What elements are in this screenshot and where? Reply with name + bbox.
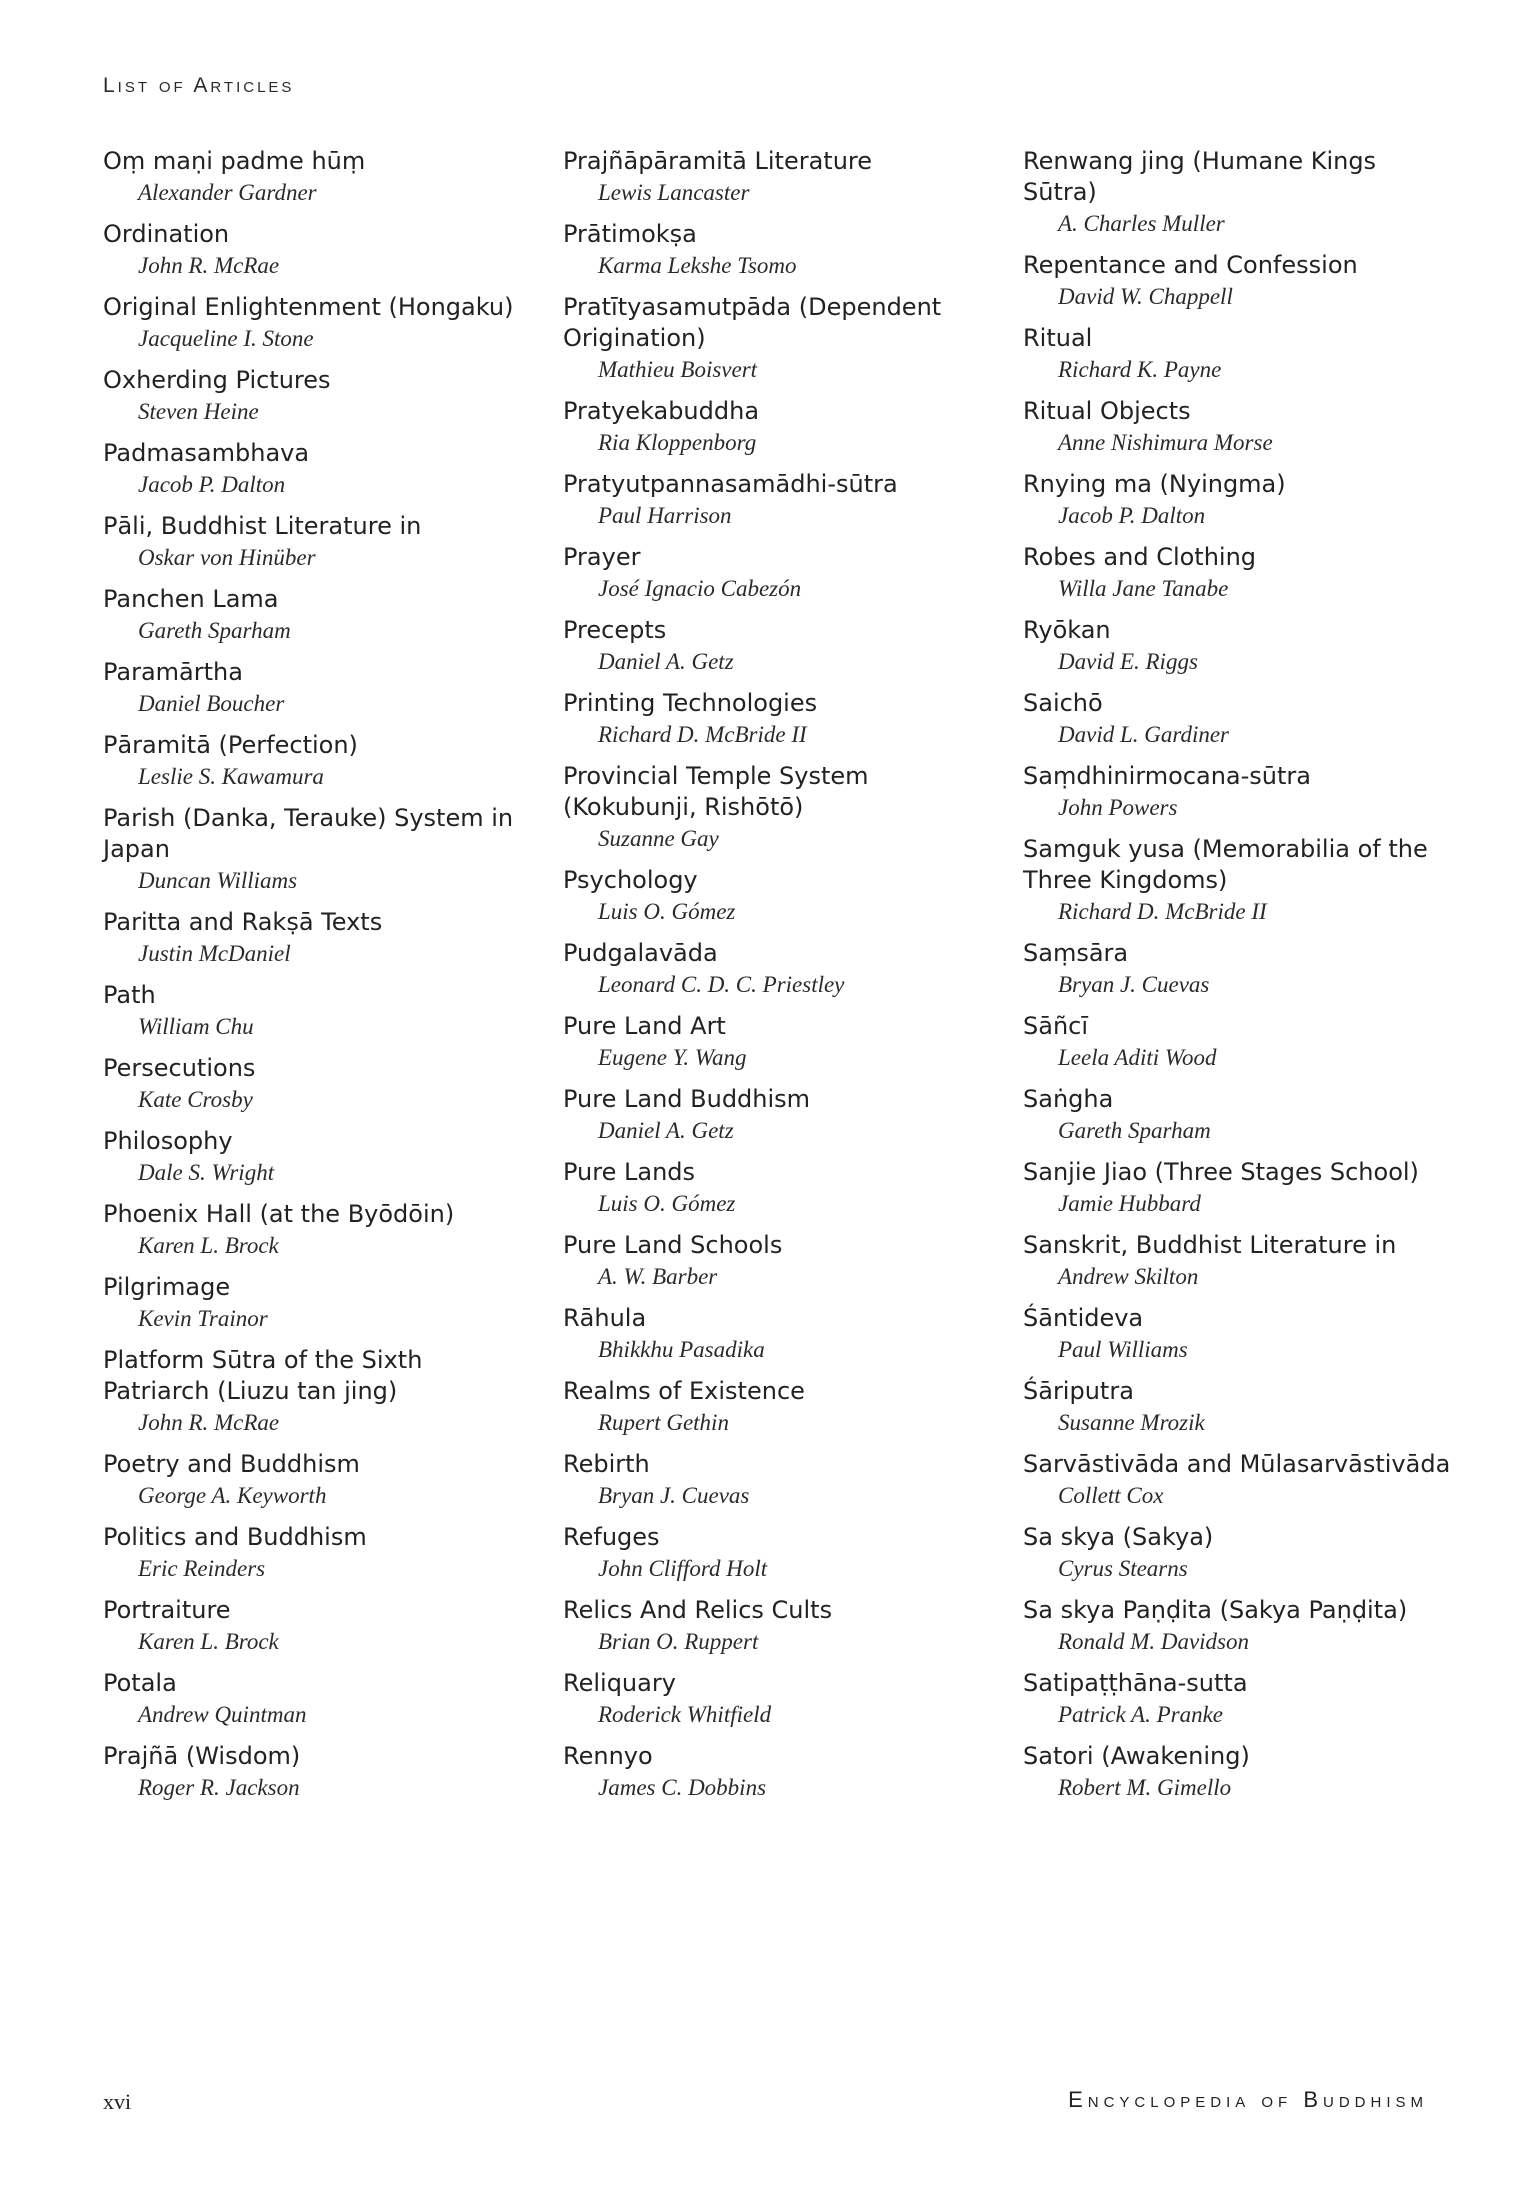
article-entry: [1023, 1522, 1453, 1585]
article-author: Gareth Sparham: [138, 618, 291, 643]
article-entry: [563, 865, 983, 928]
article-title: Robes and Clothing: [1023, 543, 1257, 571]
article-author: David E. Riggs: [1058, 649, 1198, 674]
article-author: Andrew Skilton: [1058, 1264, 1199, 1289]
article-author: Luis O. Gómez: [598, 899, 736, 924]
article-entry: [1023, 1449, 1453, 1512]
article-title: Saṃsāra: [1023, 939, 1129, 967]
article-entry: [563, 292, 983, 386]
article-entry: [563, 1668, 983, 1731]
article-title: Sāñcī: [1023, 1012, 1089, 1040]
article-entry: [103, 1199, 523, 1262]
article-title: Oxherding Pictures: [103, 366, 331, 394]
article-author: Paul Harrison: [598, 503, 732, 528]
article-title: Politics and Buddhism: [103, 1523, 367, 1551]
article-title: Pure Land Schools: [563, 1231, 783, 1259]
article-title: Persecutions: [103, 1054, 256, 1082]
article-title: Ordination: [103, 220, 230, 248]
article-author: Robert M. Gimello: [1058, 1775, 1232, 1800]
article-entry: [1023, 1011, 1453, 1074]
article-author: William Chu: [138, 1014, 254, 1039]
article-entry: [103, 730, 523, 793]
article-author: Alexander Gardner: [138, 180, 317, 205]
article-author: David L. Gardiner: [1058, 722, 1230, 747]
article-title: Sarvāstivāda and Mūlasarvāstivāda: [1023, 1450, 1451, 1478]
article-entry: [563, 396, 983, 459]
article-entry: [1023, 834, 1453, 928]
book-title: Encyclopedia of Buddhism: [1068, 2087, 1428, 2112]
article-entry: [563, 761, 983, 855]
article-author: Jacob P. Dalton: [138, 472, 286, 497]
article-author: Daniel A. Getz: [598, 649, 734, 674]
article-title: Renwang jing (Humane Kings Sūtra): [1023, 147, 1377, 206]
article-author: Ronald M. Davidson: [1058, 1629, 1250, 1654]
article-author: Collett Cox: [1058, 1483, 1164, 1508]
article-title: Paritta and Rakṣā Texts: [103, 908, 383, 936]
article-title: Padmasambhava: [103, 439, 310, 467]
article-author: Oskar von Hinüber: [138, 545, 316, 570]
article-entry: [1023, 1084, 1453, 1147]
article-entry: [1023, 938, 1453, 1001]
article-title: Rennyo: [563, 1742, 653, 1770]
article-author: Bryan J. Cuevas: [1058, 972, 1210, 997]
article-author: Andrew Quintman: [138, 1702, 307, 1727]
article-title: Sa skya (Sakya): [1023, 1523, 1214, 1551]
article-author: Bryan J. Cuevas: [598, 1483, 750, 1508]
article-title: Pāli, Buddhist Literature in: [103, 512, 422, 540]
article-author: Richard D. McBride II: [598, 722, 807, 747]
article-entry: [103, 1053, 523, 1116]
column-1: [103, 146, 523, 1814]
article-author: Karma Lekshe Tsomo: [598, 253, 797, 278]
article-title: Satori (Awakening): [1023, 1742, 1250, 1770]
article-entry: [1023, 396, 1453, 459]
article-author: Leonard C. D. C. Priestley: [598, 972, 845, 997]
article-author: Daniel Boucher: [138, 691, 285, 716]
article-entry: [563, 1376, 983, 1439]
article-title: Poetry and Buddhism: [103, 1450, 360, 1478]
article-entry: [103, 1126, 523, 1189]
article-author: Rupert Gethin: [598, 1410, 729, 1435]
article-entry: [563, 1449, 983, 1512]
article-title: Panchen Lama: [103, 585, 279, 613]
article-author: John R. McRae: [138, 253, 280, 278]
article-author: Jamie Hubbard: [1058, 1191, 1201, 1216]
article-author: Ria Kloppenborg: [598, 430, 757, 455]
article-author: Cyrus Stearns: [1058, 1556, 1188, 1581]
article-title: Paramārtha: [103, 658, 243, 686]
article-title: Potala: [103, 1669, 177, 1697]
article-title: Phoenix Hall (at the Byōdōin): [103, 1200, 455, 1228]
article-entry: [1023, 1668, 1453, 1731]
article-title: Relics And Relics Cults: [563, 1596, 833, 1624]
article-title: Śāriputra: [1023, 1377, 1134, 1405]
article-title: Parish (Danka, Terauke) System in Japan: [103, 804, 514, 863]
article-entry: [103, 292, 523, 355]
column-2: [563, 146, 983, 1814]
article-entry: [1023, 250, 1453, 313]
article-author: Kevin Trainor: [138, 1306, 268, 1331]
page-number: xvi: [103, 2089, 132, 2114]
article-entry: [103, 584, 523, 647]
article-title: Pāramitā (Perfection): [103, 731, 358, 759]
article-entry: [103, 1595, 523, 1658]
article-entry: [1023, 615, 1453, 678]
article-author: John Powers: [1058, 795, 1178, 820]
article-entry: [1023, 323, 1453, 386]
article-entry: [103, 980, 523, 1043]
article-author: Dale S. Wright: [138, 1160, 275, 1185]
article-title: Path: [103, 981, 156, 1009]
article-entry: [1023, 469, 1453, 532]
article-author: Bhikkhu Pasadika: [598, 1337, 765, 1362]
article-entry: [563, 1303, 983, 1366]
article-entry: [103, 1741, 523, 1804]
article-entry: [103, 1449, 523, 1512]
article-author: A. Charles Muller: [1058, 211, 1225, 236]
article-author: Roderick Whitfield: [598, 1702, 772, 1727]
article-title: Śāntideva: [1023, 1304, 1144, 1332]
article-entry: [103, 1272, 523, 1335]
article-author: Justin McDaniel: [138, 941, 291, 966]
article-author: John R. McRae: [138, 1410, 280, 1435]
article-entry: [563, 1595, 983, 1658]
article-title: Pure Land Art: [563, 1012, 726, 1040]
article-author: Suzanne Gay: [598, 826, 719, 851]
article-author: David W. Chappell: [1058, 284, 1233, 309]
article-title: Satipaṭṭhāna-sutta: [1023, 1669, 1248, 1697]
article-title: Repentance and Confession: [1023, 251, 1358, 279]
article-entry: [1023, 761, 1453, 824]
article-title: Pratyekabuddha: [563, 397, 760, 425]
article-title: Realms of Existence: [563, 1377, 805, 1405]
article-title: Sanskrit, Buddhist Literature in: [1023, 1231, 1397, 1259]
article-author: Mathieu Boisvert: [598, 357, 758, 382]
article-title: Rebirth: [563, 1450, 650, 1478]
article-entry: [563, 938, 983, 1001]
article-author: James C. Dobbins: [598, 1775, 767, 1800]
article-title: Oṃ maṇi padme hūṃ: [103, 147, 366, 175]
article-entry: [103, 219, 523, 282]
article-entry: [1023, 542, 1453, 605]
article-author: Leslie S. Kawamura: [138, 764, 324, 789]
article-author: Eugene Y. Wang: [598, 1045, 747, 1070]
article-author: Leela Aditi Wood: [1058, 1045, 1217, 1070]
article-title: Platform Sūtra of the Sixth Patriarch (Liuzu tan jing): [103, 1346, 423, 1405]
article-entry: [563, 219, 983, 282]
article-entry: [563, 469, 983, 532]
article-author: Karen L. Brock: [138, 1629, 279, 1654]
article-entry: [1023, 1230, 1453, 1293]
article-entry: [103, 1522, 523, 1585]
article-entry: [1023, 1741, 1453, 1804]
article-entry: [103, 511, 523, 574]
article-author: Jacqueline I. Stone: [138, 326, 314, 351]
article-title: Samguk yusa (Memorabilia of the Three Kingdoms): [1023, 835, 1428, 894]
article-title: Provincial Temple System (Kokubunji, Rishōtō): [563, 762, 869, 821]
article-entry: [103, 803, 523, 897]
article-entry: [1023, 1303, 1453, 1366]
article-author: Susanne Mrozik: [1058, 1410, 1205, 1435]
article-author: Eric Reinders: [138, 1556, 266, 1581]
article-title: Saichō: [1023, 689, 1103, 717]
article-entry: [103, 146, 523, 209]
article-entry: [103, 438, 523, 501]
article-title: Pure Land Buddhism: [563, 1085, 811, 1113]
article-title: Precepts: [563, 616, 667, 644]
article-title: Psychology: [563, 866, 698, 894]
article-list: [0, 146, 1522, 2046]
article-title: Rāhula: [563, 1304, 647, 1332]
running-head: List of Articles: [103, 74, 295, 97]
article-author: Jacob P. Dalton: [1058, 503, 1206, 528]
article-title: Pratītyasamutpāda (Dependent Origination): [563, 293, 942, 352]
article-title: Saṃdhinirmocana-sūtra: [1023, 762, 1311, 790]
article-title: Rnying ma (Nyingma): [1023, 470, 1286, 498]
article-title: Original Enlightenment (Hongaku): [103, 293, 514, 321]
article-title: Printing Technologies: [563, 689, 818, 717]
article-title: Sanjie Jiao (Three Stages School): [1023, 1158, 1419, 1186]
article-title: Ryōkan: [1023, 616, 1111, 644]
article-entry: [563, 542, 983, 605]
article-entry: [563, 615, 983, 678]
column-3: [1023, 146, 1453, 1814]
article-author: Brian O. Ruppert: [598, 1629, 759, 1654]
article-title: Portraiture: [103, 1596, 231, 1624]
article-entry: [563, 1011, 983, 1074]
article-author: Richard D. McBride II: [1058, 899, 1267, 924]
article-title: Pilgrimage: [103, 1273, 231, 1301]
article-entry: [563, 146, 983, 209]
article-author: Richard K. Payne: [1058, 357, 1222, 382]
article-author: Lewis Lancaster: [598, 180, 750, 205]
article-author: Willa Jane Tanabe: [1058, 576, 1229, 601]
article-entry: [103, 1668, 523, 1731]
article-author: Anne Nishimura Morse: [1058, 430, 1273, 455]
article-entry: [563, 1157, 983, 1220]
article-entry: [563, 1741, 983, 1804]
article-title: Ritual Objects: [1023, 397, 1191, 425]
article-author: Gareth Sparham: [1058, 1118, 1211, 1143]
article-title: Prajñā (Wisdom): [103, 1742, 301, 1770]
article-author: Karen L. Brock: [138, 1233, 279, 1258]
article-author: Luis O. Gómez: [598, 1191, 736, 1216]
article-author: Daniel A. Getz: [598, 1118, 734, 1143]
article-entry: [103, 907, 523, 970]
article-author: John Clifford Holt: [598, 1556, 768, 1581]
article-entry: [103, 657, 523, 720]
article-title: Ritual: [1023, 324, 1093, 352]
article-entry: [1023, 1157, 1453, 1220]
article-entry: [563, 1522, 983, 1585]
article-title: Philosophy: [103, 1127, 233, 1155]
article-title: Saṅgha: [1023, 1085, 1114, 1113]
article-title: Pudgalavāda: [563, 939, 718, 967]
article-title: Pure Lands: [563, 1158, 696, 1186]
article-entry: [1023, 1595, 1453, 1658]
article-author: Paul Williams: [1058, 1337, 1188, 1362]
article-entry: [103, 1345, 523, 1439]
article-title: Pratyutpannasamādhi-sūtra: [563, 470, 898, 498]
article-entry: [563, 1084, 983, 1147]
article-author: Roger R. Jackson: [138, 1775, 300, 1800]
article-author: Kate Crosby: [138, 1087, 253, 1112]
article-entry: [103, 365, 523, 428]
article-entry: [1023, 688, 1453, 751]
article-author: George A. Keyworth: [138, 1483, 327, 1508]
article-author: Duncan Williams: [138, 868, 298, 893]
article-title: Refuges: [563, 1523, 660, 1551]
article-title: Reliquary: [563, 1669, 676, 1697]
article-title: Sa skya Paṇḍita (Sakya Paṇḍita): [1023, 1596, 1408, 1624]
article-author: Steven Heine: [138, 399, 259, 424]
article-title: Prayer: [563, 543, 641, 571]
article-entry: [563, 688, 983, 751]
article-entry: [1023, 1376, 1453, 1439]
article-entry: [1023, 146, 1453, 240]
article-title: Prajñāpāramitā Literature: [563, 147, 873, 175]
article-author: A. W. Barber: [598, 1264, 718, 1289]
article-title: Prātimokṣa: [563, 220, 697, 248]
article-author: José Ignacio Cabezón: [598, 576, 802, 601]
article-entry: [563, 1230, 983, 1293]
article-author: Patrick A. Pranke: [1058, 1702, 1223, 1727]
